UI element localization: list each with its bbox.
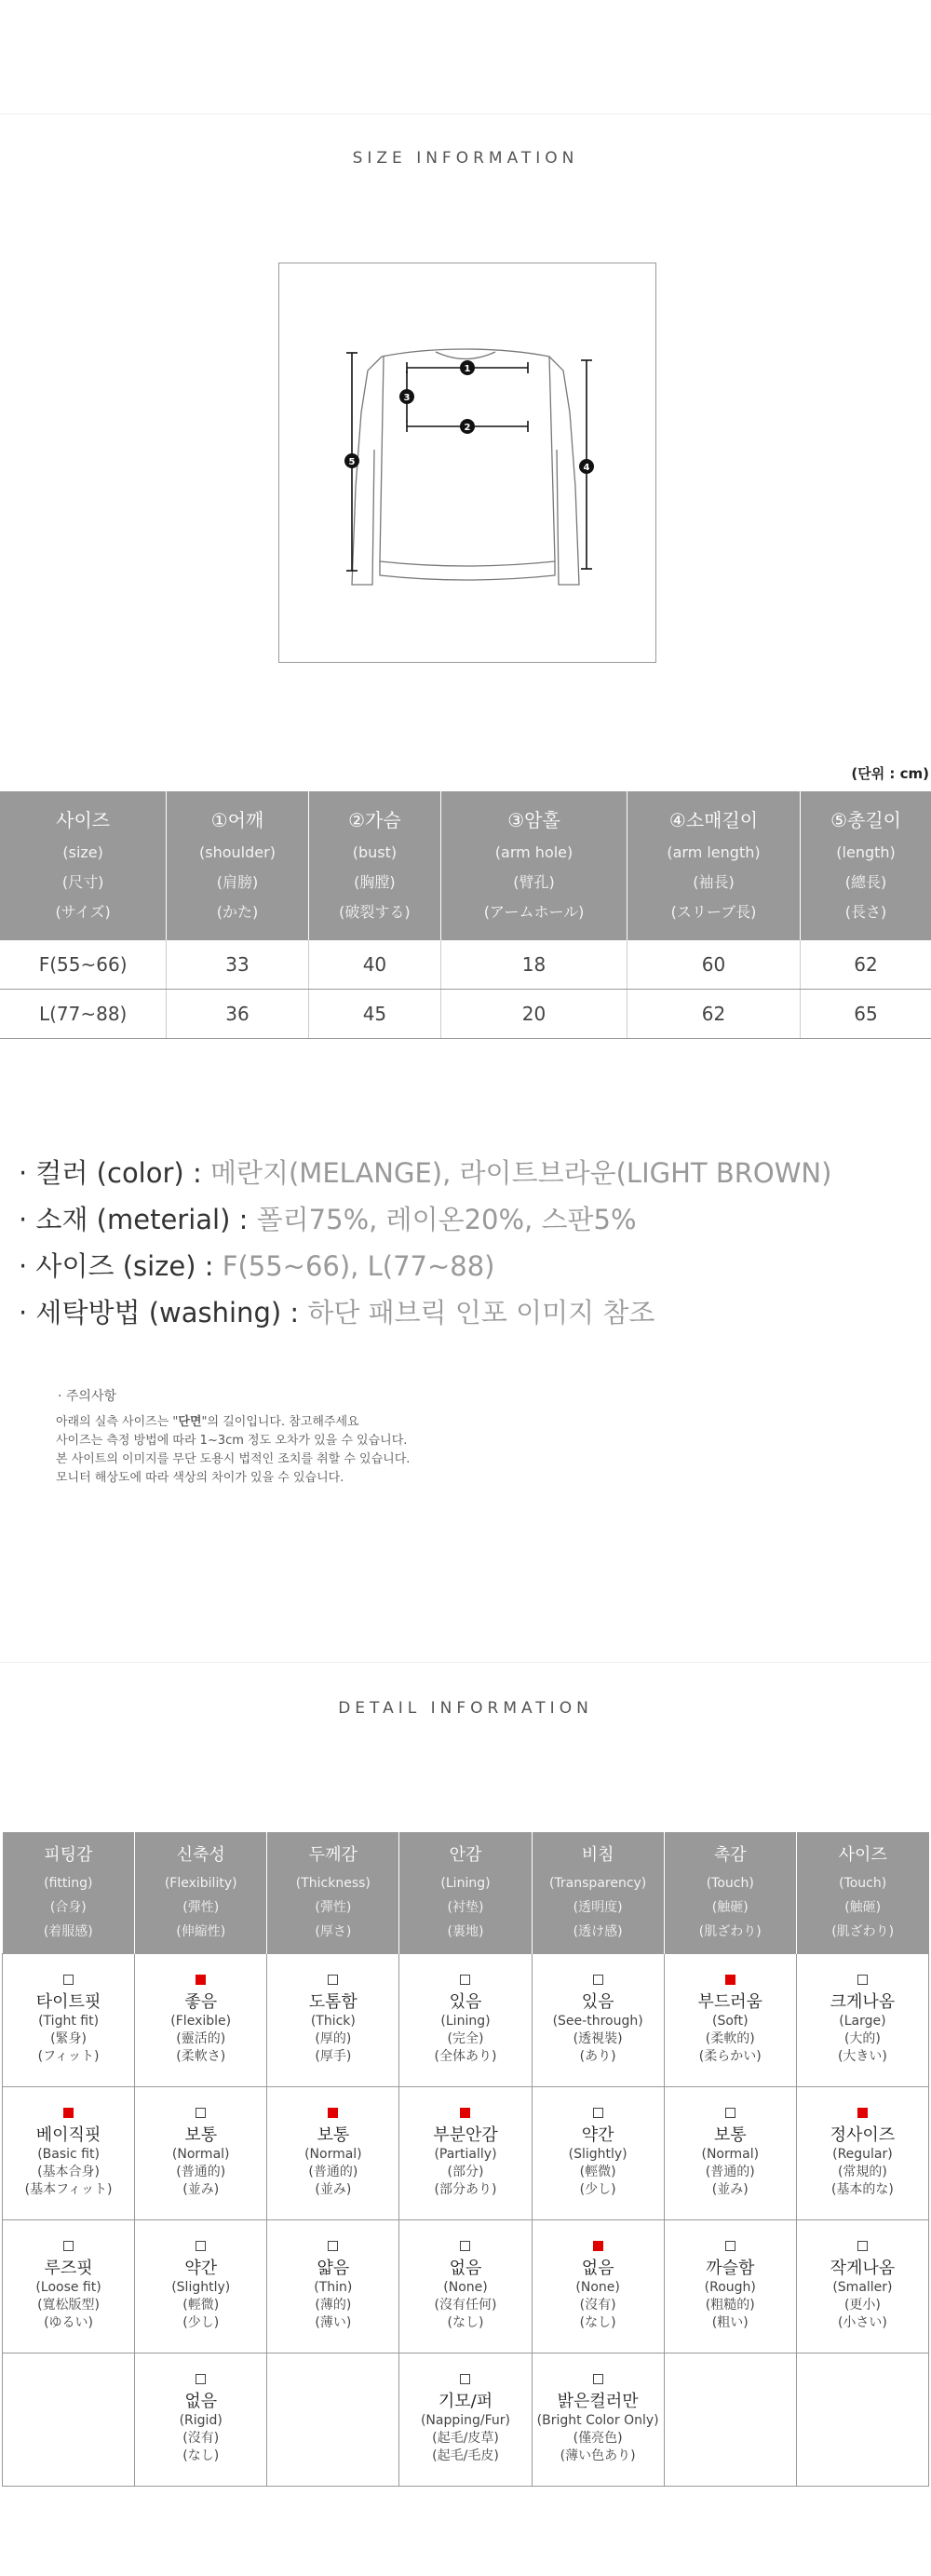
table-cell: 60 — [627, 940, 800, 990]
detail-section-title: DETAIL INFORMATION — [338, 1699, 593, 1718]
table-cell: 62 — [627, 990, 800, 1039]
option-label: 있음 — [581, 1992, 614, 2012]
detail-cell — [135, 2087, 267, 2220]
table-cell: F(55~66) — [0, 940, 167, 990]
option-label: 보통 — [713, 2125, 747, 2145]
detail-cell — [135, 1954, 267, 2087]
option-cn: (柔軟的) — [705, 2031, 755, 2046]
detail-cell — [532, 1954, 664, 2087]
thickness-header: 두께감 (Thickness) (彈性) (厚さ) — [267, 1832, 399, 1954]
option-label: 밝은컬러만 — [557, 2392, 639, 2411]
option-jp: (厚手) — [315, 2049, 352, 2064]
detail-cell — [267, 1954, 399, 2087]
detail-cell — [796, 1954, 928, 2087]
detail-cell — [796, 2087, 928, 2220]
option-en: (Normal) — [171, 2147, 230, 2162]
option-en: (Napping/Fur) — [420, 2413, 510, 2428]
option-jp: (粗い) — [711, 2315, 749, 2330]
table-cell: 65 — [801, 990, 931, 1039]
option-label: 보통 — [317, 2125, 350, 2145]
top-divider — [0, 114, 931, 115]
detail-cell — [664, 1954, 796, 2087]
option-jp: (部分あり) — [434, 2182, 497, 2197]
unchecked-box-icon — [460, 2374, 470, 2384]
option-en: (Smaller) — [832, 2280, 893, 2295]
checked-box-icon — [857, 2108, 868, 2118]
checked-box-icon — [196, 1975, 206, 1985]
option-cn: (基本合身) — [37, 2165, 101, 2179]
detail-cell — [796, 2353, 928, 2487]
washing-info: · 세탁방법 (washing) : 하단 패브릭 인포 이미지 참조 — [19, 1297, 655, 1328]
unchecked-box-icon — [460, 1975, 470, 1985]
arm-length-header: ④소매길이 (arm length) (袖長) (スリーブ長) — [627, 791, 800, 940]
bust-header: ②가슴 (bust) (胸膛) (破裂する) — [308, 791, 440, 940]
option-label: 있음 — [449, 1992, 482, 2012]
option-label: 부드러움 — [697, 1992, 763, 2012]
option-jp: (フィット) — [37, 2049, 100, 2064]
option-jp: (起毛/毛皮) — [432, 2448, 499, 2463]
marker-4-label: 4 — [583, 463, 590, 473]
unchecked-box-icon — [460, 2241, 470, 2251]
product-info-list — [19, 1150, 831, 1336]
option-label: 크게나옴 — [830, 1992, 896, 2012]
caution-title: · 주의사항 — [58, 1389, 116, 1404]
option-jp: (ゆるい) — [44, 2315, 94, 2330]
caution-notes — [56, 1387, 410, 1488]
checked-box-icon — [328, 2108, 338, 2118]
armhole-header: ③암홀 (arm hole) (臂孔) (アームホール) — [441, 791, 627, 940]
option-jp: (基本的な) — [830, 2182, 894, 2197]
detail-cell — [3, 2220, 135, 2353]
table-cell: 20 — [441, 990, 627, 1039]
option-jp: (基本フィット) — [24, 2182, 113, 2197]
option-label: 없음 — [449, 2259, 482, 2278]
option-label: 타이트핏 — [35, 1992, 101, 2012]
unchecked-box-icon — [328, 1975, 338, 1985]
detail-cell — [3, 2353, 135, 2487]
unchecked-box-icon — [196, 2108, 206, 2118]
size-table — [0, 791, 931, 1039]
shoulder-header: ①어깨 (shoulder) (肩膀) (かた) — [167, 791, 308, 940]
detail-cell — [267, 2087, 399, 2220]
detail-cell — [3, 2087, 135, 2220]
option-jp: (薄い色あり) — [560, 2448, 636, 2463]
marker-3-label: 3 — [403, 393, 411, 403]
unchecked-box-icon — [196, 2374, 206, 2384]
detail-cell — [399, 1954, 532, 2087]
detail-cell — [664, 2353, 796, 2487]
option-en: (Rigid) — [179, 2413, 223, 2428]
option-cn: (僅亮色) — [573, 2431, 623, 2446]
unchecked-box-icon — [63, 1975, 74, 1985]
option-cn: (輕微) — [579, 2165, 616, 2179]
table-cell: L(77~88) — [0, 990, 167, 1039]
caution-line: 모니터 해상도에 따라 색상의 차이가 있을 수 있습니다. — [56, 1471, 344, 1485]
option-cn: (粗糙的) — [705, 2298, 755, 2313]
option-cn: (緊身) — [50, 2031, 88, 2046]
option-cn: (靈活的) — [176, 2031, 226, 2046]
section-divider — [0, 1662, 931, 1663]
option-label: 없음 — [184, 2392, 218, 2411]
option-jp: (並み) — [182, 2182, 220, 2197]
option-label: 작게나옴 — [830, 2259, 896, 2278]
unchecked-box-icon — [857, 2241, 868, 2251]
detail-table — [2, 1832, 929, 2487]
fit-size-header: 사이즈 (Touch) (触砸) (肌ざわり) — [796, 1832, 928, 1954]
detail-table-header-row — [3, 1832, 929, 1954]
option-jp: (なし) — [447, 2315, 484, 2330]
table-cell: 62 — [801, 940, 931, 990]
option-cn: (起毛/皮草) — [432, 2431, 499, 2446]
material-info: · 소재 (meterial) : 폴리75%, 레이온20%, 스판5% — [19, 1204, 637, 1235]
option-en: (Lining) — [440, 2014, 491, 2029]
table-row — [0, 990, 931, 1039]
option-cn: (厚的) — [315, 2031, 352, 2046]
detail-cell — [664, 2220, 796, 2353]
option-label: 루즈핏 — [44, 2259, 93, 2278]
option-cn: (普通的) — [308, 2165, 358, 2179]
option-en: (None) — [575, 2280, 620, 2295]
option-label: 베이직핏 — [35, 2125, 101, 2145]
option-label: 까슬함 — [706, 2259, 755, 2278]
detail-cell — [532, 2220, 664, 2353]
option-jp: (あり) — [579, 2049, 616, 2064]
table-cell: 33 — [167, 940, 308, 990]
option-jp: (柔らかい) — [698, 2049, 762, 2064]
detail-cell — [664, 2087, 796, 2220]
table-row — [3, 2353, 929, 2487]
option-cn: (輕微) — [182, 2298, 220, 2313]
transparency-header: 비침 (Transparency) (透明度) (透け感) — [532, 1832, 664, 1954]
size-section-title: SIZE INFORMATION — [352, 149, 579, 168]
option-en: (None) — [443, 2280, 488, 2295]
detail-cell — [532, 2353, 664, 2487]
option-en: (Loose fit) — [35, 2280, 101, 2295]
option-en: (Rough) — [704, 2280, 756, 2295]
table-cell: 18 — [441, 940, 627, 990]
flexibility-header: 신축성 (Flexibility) (彈性) (伸縮性) — [135, 1832, 267, 1954]
option-en: (Tight fit) — [38, 2014, 100, 2029]
option-en: (See-through) — [552, 2014, 643, 2029]
option-en: (Normal) — [304, 2147, 362, 2162]
option-en: (Thick) — [310, 2014, 356, 2029]
detail-cell — [532, 2087, 664, 2220]
option-label: 약간 — [581, 2125, 614, 2145]
marker-1-label: 1 — [464, 364, 471, 374]
caution-line: 아래의 실측 사이즈는 "단면"의 길이입니다. 참고해주세요 — [56, 1415, 359, 1429]
option-cn: (部分) — [447, 2165, 484, 2179]
checked-box-icon — [725, 1975, 735, 1985]
option-cn: (完全) — [447, 2031, 484, 2046]
detail-cell — [267, 2353, 399, 2487]
option-en: (Thin) — [314, 2280, 353, 2295]
table-row — [3, 2220, 929, 2353]
checked-box-icon — [460, 2108, 470, 2118]
option-cn: (常規的) — [837, 2165, 887, 2179]
unchecked-box-icon — [328, 2241, 338, 2251]
option-en: (Large) — [839, 2014, 886, 2029]
detail-cell — [135, 2353, 267, 2487]
option-cn: (沒有任何) — [434, 2298, 497, 2313]
option-cn: (沒有) — [182, 2431, 220, 2446]
option-en: (Slightly) — [568, 2147, 627, 2162]
option-en: (Basic fit) — [37, 2147, 100, 2162]
unchecked-box-icon — [196, 2241, 206, 2251]
option-label: 약간 — [184, 2259, 218, 2278]
option-en: (Soft) — [711, 2014, 749, 2029]
option-en: (Partially) — [434, 2147, 497, 2162]
unchecked-box-icon — [593, 2374, 603, 2384]
option-en: (Flexible) — [170, 2014, 232, 2029]
unchecked-box-icon — [593, 2108, 603, 2118]
measurement-diagram — [278, 263, 656, 663]
checked-box-icon — [63, 2108, 74, 2118]
detail-cell — [399, 2087, 532, 2220]
detail-cell — [796, 2220, 928, 2353]
size-info: · 사이즈 (size) : F(55~66), L(77~88) — [19, 1250, 495, 1282]
option-label: 부분안감 — [433, 2125, 498, 2145]
option-en: (Slightly) — [171, 2280, 231, 2295]
unit-label: (단위 : cm) — [851, 765, 929, 782]
table-row — [3, 1954, 929, 2087]
option-en: (Normal) — [701, 2147, 760, 2162]
unchecked-box-icon — [857, 1975, 868, 1985]
option-en: (Bright Color Only) — [536, 2413, 659, 2428]
option-en: (Regular) — [832, 2147, 893, 2162]
detail-cell — [399, 2220, 532, 2353]
detail-cell — [135, 2220, 267, 2353]
option-cn: (更小) — [843, 2298, 881, 2313]
size-header: 사이즈 (size) (尺寸) (サイズ) — [0, 791, 167, 940]
marker-2-label: 2 — [464, 423, 471, 433]
length-header: ⑤총길이 (length) (總長) (長さ) — [801, 791, 931, 940]
option-label: 없음 — [581, 2259, 614, 2278]
option-jp: (柔軟さ) — [176, 2049, 226, 2064]
option-jp: (並み) — [711, 2182, 749, 2197]
unchecked-box-icon — [593, 1975, 603, 1985]
sweater-outline-icon — [279, 263, 655, 662]
unchecked-box-icon — [725, 2108, 735, 2118]
unchecked-box-icon — [63, 2241, 74, 2251]
checked-box-icon — [593, 2241, 603, 2251]
option-label: 좋음 — [184, 1992, 218, 2012]
detail-cell — [3, 1954, 135, 2087]
option-jp: (小さい) — [837, 2315, 887, 2330]
table-cell: 45 — [308, 990, 440, 1039]
option-cn: (大的) — [843, 2031, 881, 2046]
table-row — [3, 2087, 929, 2220]
option-cn: (透視裝) — [573, 2031, 623, 2046]
option-jp: (なし) — [579, 2315, 616, 2330]
unchecked-box-icon — [725, 2241, 735, 2251]
detail-cell — [399, 2353, 532, 2487]
option-cn: (沒有) — [579, 2298, 616, 2313]
option-label: 도톰함 — [308, 1992, 358, 2012]
option-jp: (少し) — [182, 2315, 220, 2330]
option-label: 기모/퍼 — [438, 2392, 493, 2411]
option-label: 얇음 — [317, 2259, 350, 2278]
lining-header: 안감 (Lining) (衬垫) (裏地) — [399, 1832, 532, 1954]
option-jp: (少し) — [579, 2182, 616, 2197]
table-cell: 36 — [167, 990, 308, 1039]
touch-header: 촉감 (Touch) (触砸) (肌ざわり) — [664, 1832, 796, 1954]
option-cn: (薄的) — [315, 2298, 352, 2313]
option-label: 보통 — [184, 2125, 218, 2145]
option-cn: (寬松版型) — [37, 2298, 101, 2313]
marker-5-label: 5 — [348, 457, 356, 467]
option-label: 정사이즈 — [830, 2125, 896, 2145]
detail-cell — [267, 2220, 399, 2353]
option-jp: (全体あり) — [434, 2049, 497, 2064]
option-jp: (薄い) — [315, 2315, 352, 2330]
option-jp: (大きい) — [837, 2049, 887, 2064]
table-row — [0, 940, 931, 990]
option-cn: (普通的) — [705, 2165, 755, 2179]
color-info: · 컬러 (color) : 메란지(MELANGE), 라이트브라운(LIGHT BROWN) — [19, 1157, 832, 1189]
option-jp: (並み) — [315, 2182, 352, 2197]
size-table-header-row — [0, 791, 931, 940]
fitting-header: 피팅감 (fitting) (合身) (着服感) — [3, 1832, 135, 1954]
caution-line: 본 사이트의 이미지를 무단 도용시 법적인 조치를 취할 수 있습니다. — [56, 1452, 411, 1466]
option-jp: (なし) — [182, 2448, 220, 2463]
option-cn: (普通的) — [176, 2165, 226, 2179]
table-cell: 40 — [308, 940, 440, 990]
caution-line: 사이즈는 측정 방법에 따라 1~3cm 정도 오차가 있을 수 있습니다. — [56, 1434, 408, 1448]
